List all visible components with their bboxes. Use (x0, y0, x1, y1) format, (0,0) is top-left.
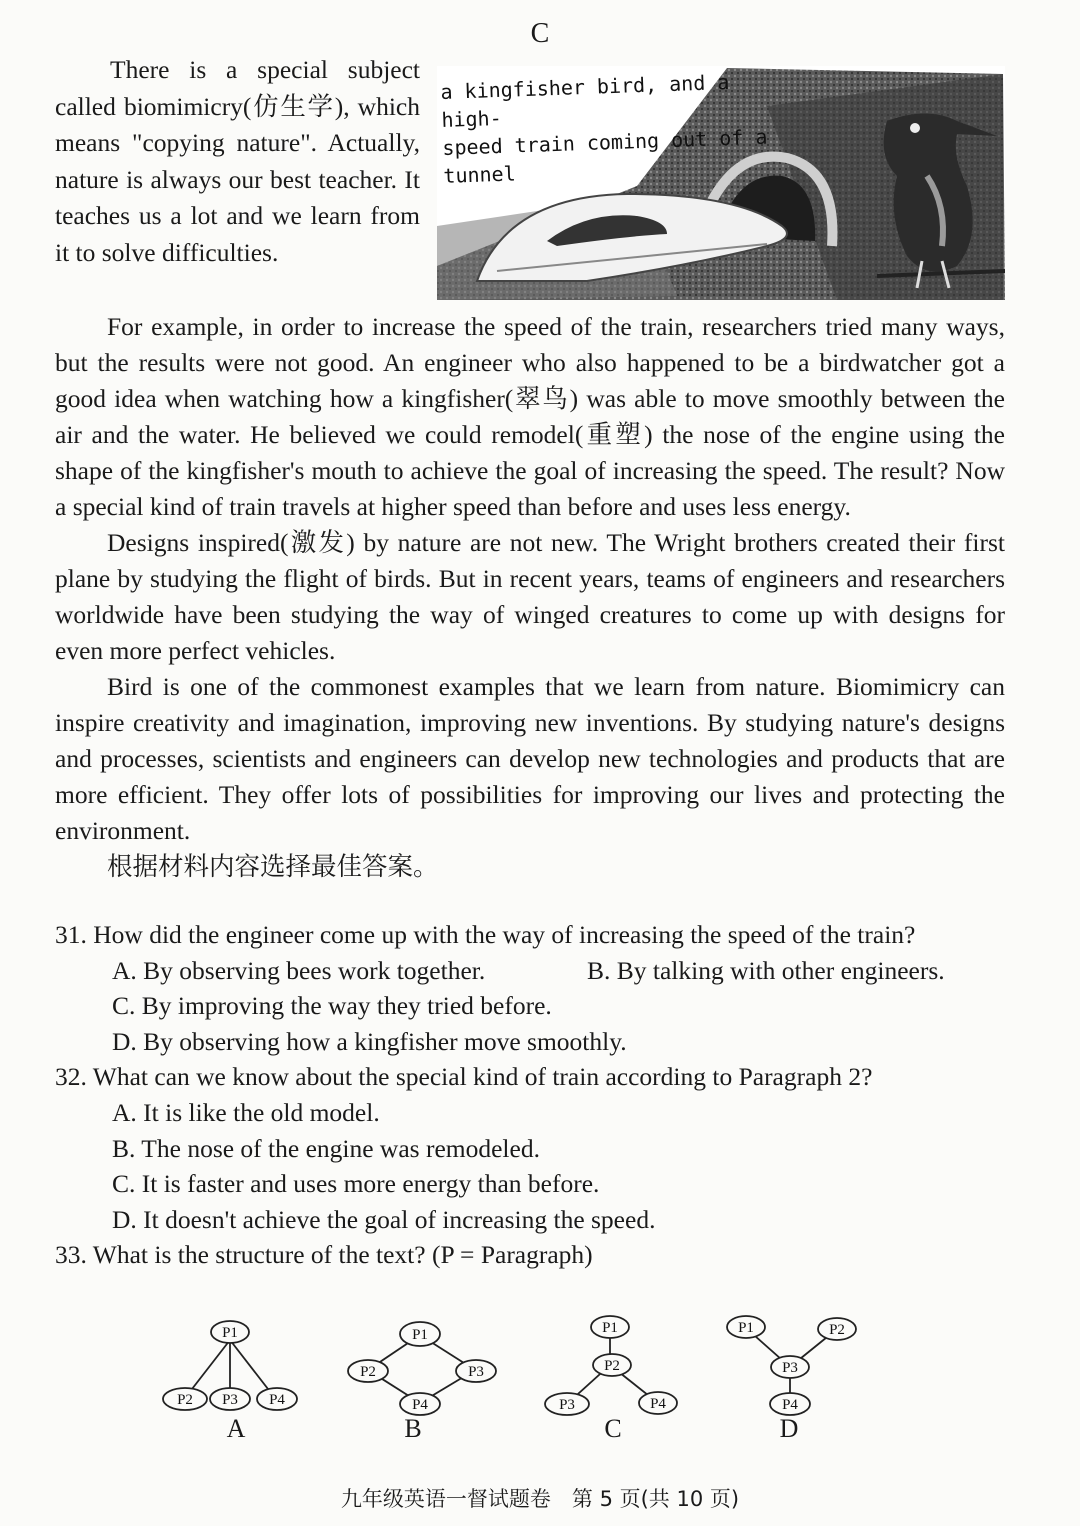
diagram-a-node-p2: P2 (177, 1392, 193, 1408)
question-32-option-c[interactable]: C. It is faster and uses more energy than before. (112, 1169, 600, 1199)
diagram-c-node-p3: P3 (559, 1397, 575, 1413)
page-footer: 九年级英语一督试题卷 第 5 页(共 10 页) (340, 1487, 740, 1511)
paragraph-4: Bird is one of the commonest examples that we learn from nature. Biomimicry can inspire creativity and imagination, improving new inventions. By studying nature's designs and processes, scientists and engineers can develop new technologies and products that are more efficient. They offer lots of possibilities for improving our lives and protecting the environment. (55, 672, 1005, 845)
photo-caption-line-1: a kingfisher bird, and a high- (440, 69, 730, 132)
question-32-option-b[interactable]: B. The nose of the engine was remodeled. (112, 1133, 540, 1163)
diagram-d-node-p3: P3 (782, 1360, 798, 1376)
question-31-option-a[interactable]: A. By observing bees work together. (112, 955, 486, 985)
paragraph-2: For example, in order to increase the speed of the train, researchers tried many ways, but the results were not good. An engineer who also happened to be a birdwatcher got a good idea when watching how a kingfisher(翠鸟) was able to move smoothly between the air and the water. He believed we could remodel(重塑) the nose of the engine using the shape of the kingfisher's mouth to achieve the goal of increasing the speed. The result? Now a special kind of train travels at higher speed than before and uses less energy. (55, 312, 1005, 521)
diagram-label-c: C (604, 1414, 622, 1443)
diagram-label-b: B (404, 1414, 422, 1443)
diagram-a-node-p1: P1 (222, 1325, 238, 1341)
question-list (55, 917, 1005, 1273)
question-33-stem: 33. What is the structure of the text? (P = Paragraph) (55, 1240, 593, 1270)
photo-caption (440, 65, 804, 189)
question-31-options-row (55, 953, 1005, 989)
intro-paragraph (55, 52, 420, 271)
diagram-c-node-p1: P1 (602, 1320, 618, 1336)
diagram-d-node-p4: P4 (782, 1397, 798, 1413)
diagram-b-node-p1: P1 (412, 1327, 428, 1343)
section-letter: C (530, 18, 550, 49)
diagram-a-node-p4: P4 (269, 1392, 285, 1408)
diagram-label-d: D (779, 1414, 799, 1443)
instruction-text: 根据材料内容选择最佳答案。 (107, 852, 439, 881)
diagram-c-node-p2: P2 (604, 1358, 620, 1374)
question-31-option-d[interactable]: D. By observing how a kingfisher move smoothly. (112, 1026, 627, 1056)
diagram-d-node-p1: P1 (738, 1320, 754, 1336)
passage-body (55, 309, 1005, 885)
question-32-stem: 32. What can we know about the special kind of train according to Paragraph 2? (55, 1062, 873, 1092)
diagram-a-node-p3: P3 (222, 1392, 238, 1408)
diagram-b-node-p4: P4 (412, 1397, 428, 1413)
diagram-b-node-p2: P2 (360, 1364, 376, 1380)
question-32-option-d[interactable]: D. It doesn't achieve the goal of increasing the speed. (112, 1204, 656, 1234)
diagram-b-node-p3: P3 (468, 1364, 484, 1380)
question-32-option-a[interactable]: A. It is like the old model. (112, 1097, 380, 1127)
diagram-c-node-p4: P4 (650, 1396, 666, 1412)
question-31-option-b[interactable]: B. By talking with other engineers. (587, 955, 945, 985)
paragraph-3: Designs inspired(激发) by nature are not new. The Wright brothers created their first plane by studying the flight of birds. But in recent years, teams of engineers and researchers worldwide have been studying the way of winged creatures to come up with designs for even more perfect vehicles. (55, 528, 1005, 665)
question-31-stem: 31. How did the engineer come up with the way of increasing the speed of the train? (55, 920, 916, 949)
photo-caption-line-2: speed train coming out of a tunnel (442, 124, 768, 188)
diagram-label-a: A (226, 1414, 246, 1443)
diagram-d-node-p2: P2 (829, 1322, 845, 1338)
intro-text: There is a special subject called biomimicry(仿生学), which means "copying nature". Actually, nature is always our best teacher. It teaches us a lot and we learn from it to solve difficulties. (55, 55, 420, 267)
question-31-option-c[interactable]: C. By improving the way they tried before. (112, 991, 552, 1021)
